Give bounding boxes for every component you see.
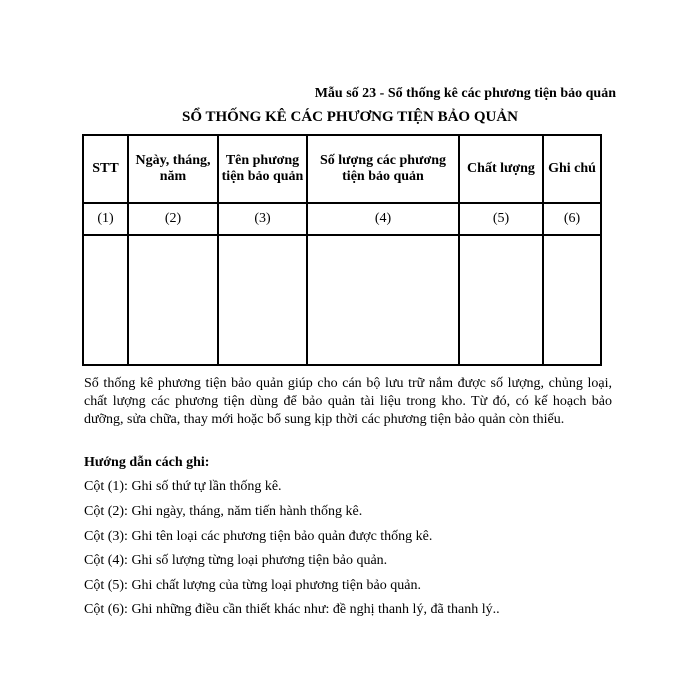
table-header-row [83,135,601,203]
guide-line: Cột (1): Ghi số thứ tự lần thống kê. [84,479,282,494]
statistics-table [82,134,602,366]
header-notes: Ghi chú [543,135,601,203]
header-equipment-name: Tên phương tiện bảo quản [218,135,307,203]
header-stt: STT [83,135,128,203]
guide-line: Cột (5): Ghi chất lượng của từng loại phương tiện bảo quản. [84,578,421,593]
column-number: (4) [307,203,459,235]
header-date: Ngày, tháng, năm [128,135,218,203]
column-number: (2) [128,203,218,235]
blank-entry-row [83,235,601,365]
guide-line: Cột (4): Ghi số lượng từng loại phương tiện bảo quản. [84,553,388,568]
header-quantity: Số lượng các phương tiện bảo quản [307,135,459,203]
guide-line: Cột (3): Ghi tên loại các phương tiện bảo quản được thống kê. [84,529,433,544]
blank-cell [128,235,218,365]
description-paragraph: Sổ thống kê phương tiện bảo quản giúp cho cán bộ lưu trữ nắm được số lượng, chủng loại, chất lượng các phương tiện dùng để bảo quản tài liệu trong kho. Từ đó, có kế hoạch bảo dưỡng, sửa chữa, thay mới hoặc bổ sung kịp thời các phương tiện bảo quản còn thiếu. [84,376,612,427]
header-quality: Chất lượng [459,135,543,203]
blank-cell [307,235,459,365]
blank-cell [543,235,601,365]
blank-cell [459,235,543,365]
guide-heading: Hướng dẫn cách ghi: [84,455,210,470]
document-title: SỔ THỐNG KÊ CÁC PHƯƠNG TIỆN BẢO QUẢN [181,109,518,125]
column-number: (1) [83,203,128,235]
form-number: Mẫu số 23 - Sổ thống kê các phương tiện bảo quản [314,86,616,101]
column-number: (3) [218,203,307,235]
column-number-row [83,203,601,235]
guide-line: Cột (2): Ghi ngày, tháng, năm tiến hành thống kê. [84,504,363,519]
blank-cell [83,235,128,365]
blank-cell [218,235,307,365]
guide-line: Cột (6): Ghi những điều cần thiết khác như: đề nghị thanh lý, đã thanh lý.. [84,602,500,617]
column-number: (5) [459,203,543,235]
column-number: (6) [543,203,601,235]
